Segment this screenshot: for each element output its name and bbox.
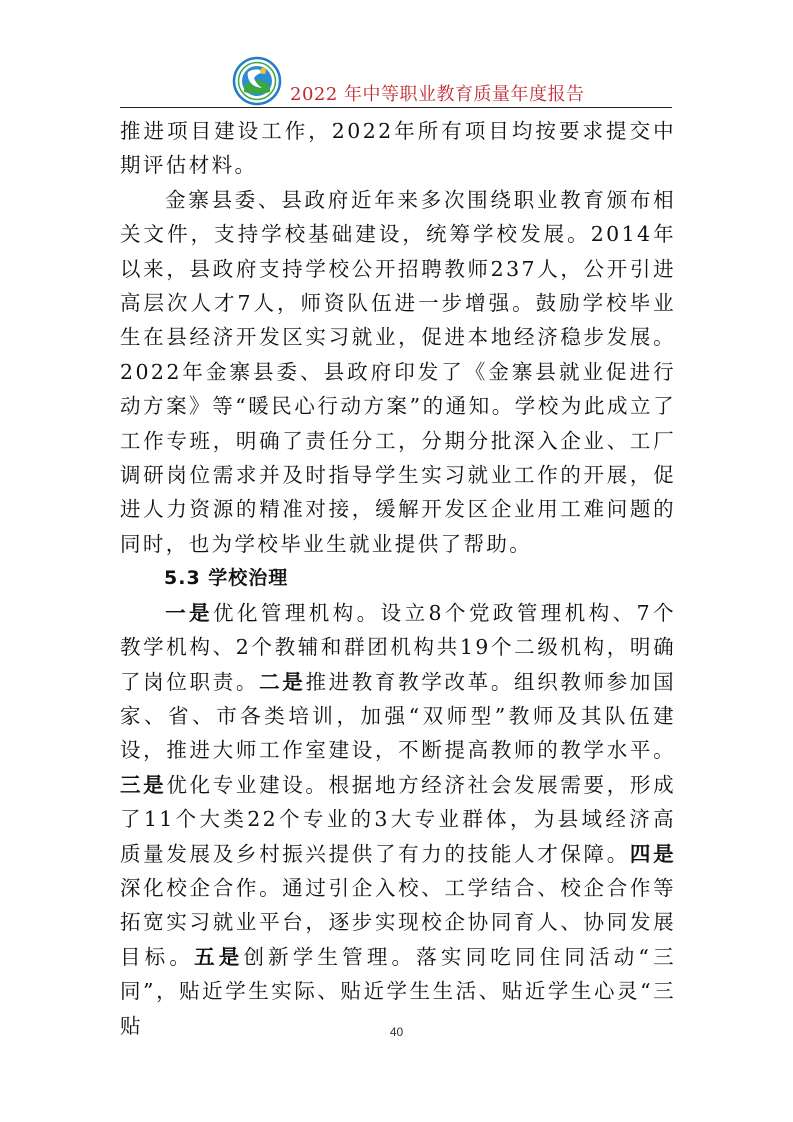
section-heading: 5.3 学校治理 xyxy=(164,567,289,590)
item-text: 优化专业建设。根据地方经济社会发展需要，形成了11个大类22个专业的3大专业群体，为县域经济高质量发展及乡村振兴提供了有力的技能人才保障。 xyxy=(120,772,676,866)
item-label: 五是 xyxy=(194,944,244,969)
paragraph-governance xyxy=(120,596,676,1043)
item-label: 一是 xyxy=(165,600,213,625)
paragraph-county-support: 金寨县委、县政府近年来多次围绕职业教育颁布相关文件，支持学校基础建设，统筹学校发展。2014年以来，县政府支持学校公开招聘教师237人，公开引进高层次人才7人，师资队伍进一步增强。鼓励学校毕业生在县经济开发区实习就业，促进本地经济稳步发展。2022年金寨县委、县政府印发了《金寨县就业促进行动方案》等“暖民心行动方案”的通知。学校为此成立了工作专班，明确了责任分工，分期分批深入企业、工厂调研岗位需求并及时指导学生实习就业工作的开展，促进人力资源的精准对接，缓解开发区企业用工难问题的同时，也为学校毕业生就业提供了帮助。 xyxy=(120,187,676,556)
page-body xyxy=(120,114,676,1043)
item-label: 二是 xyxy=(259,669,306,694)
school-emblem-icon xyxy=(232,56,282,106)
item-label: 三是 xyxy=(120,772,167,797)
item-text: 创新学生管理。落实同吃同住同活动“三同”，贴近学生实际、贴近学生生活、贴近学生心灵“三贴 xyxy=(120,944,676,1038)
page-number: 40 xyxy=(389,1025,404,1039)
report-title: 2022 年中等职业教育质量年度报告 xyxy=(290,84,585,105)
item-label: 四是 xyxy=(629,841,676,866)
item-text: 深化校企合作。通过引企入校、工学结合、校企合作等拓宽实习就业平台，逐步实现校企协同育人、协同发展目标。 xyxy=(120,875,676,969)
header-divider xyxy=(120,107,672,108)
item-text: 优化管理机构。设立8个党政管理机构、7个教学机构、2个教辅和群团机构共19个二级机构，明确了岗位职责。 xyxy=(120,600,676,694)
paragraph-project-continuation: 推进项目建设工作，2022年所有项目均按要求提交中期评估材料。 xyxy=(120,119,676,178)
item-text: 推进教育教学改革。组织教师参加国家、省、市各类培训，加强“双师型”教师及其队伍建设，推进大师工作室建设，不断提高教师的教学水平。 xyxy=(120,669,676,763)
